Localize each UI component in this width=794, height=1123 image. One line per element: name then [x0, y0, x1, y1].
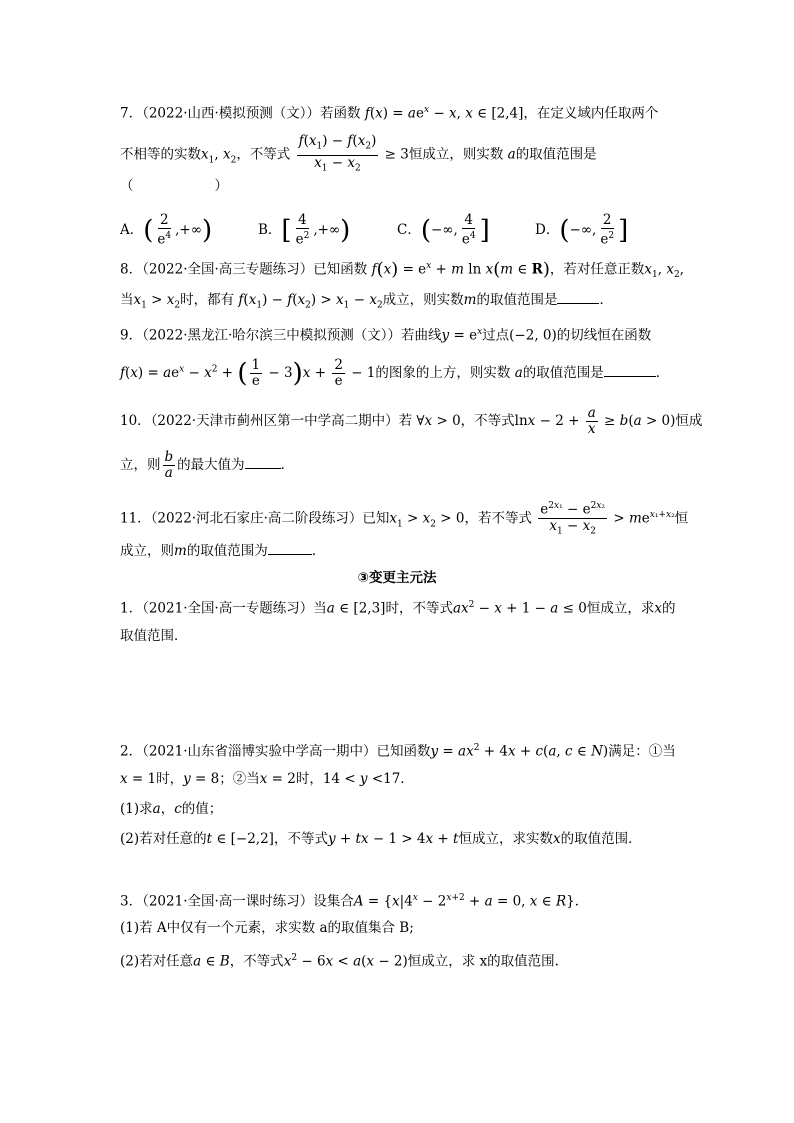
q11-line1: 11．（2022·河北石家庄·高二阶段练习）已知$x_1 > x_2 > 0$，若不等式 $\frac{e^{2x_1} - e^{2x_2}}{x_1 - x_2}$ > $me^{x_1+x_2}$恒	[120, 501, 689, 537]
p2-sub1: (1)求a，c的值；	[120, 801, 223, 817]
q7-option-d[interactable]: D．(−∞, $\frac{2}{e^2}$ ]	[535, 212, 629, 248]
q10-line1: 10．（2022·天津市蓟州区第一中学高二期中）若 ∀x > 0，不等式lnx − 2 + $\frac{a}{x}$ ≥ b(a > 0)恒成	[120, 405, 703, 437]
q9-line1: 9．（2022·黑龙江·哈尔滨三中模拟预测（文））若曲线$y = e^x$过点(−2, 0)的切线恒在函数	[120, 327, 652, 344]
q10-line2: 立，则 $\frac{b}{a}$ 的最大值为 ．	[120, 449, 295, 481]
p1-line2: 取值范围．	[120, 628, 188, 644]
q7-line1: 7．（2022·山西·模拟预测（文））若函数 $f(x) = ae^x - x$, x ∈ [2,4]，在定义域内任取两个	[120, 105, 659, 122]
section-title: ③变更主元法	[357, 570, 437, 586]
q9-line2: $f(x) = ae^x - x^2$ + ( $\frac{1}{e}$ − 3)x + $\frac{2}{e}$ − 1的图象的上方，则实数 a的取值范围是 ．	[120, 357, 670, 389]
p1-line1: 1．（2021·全国·高一专题练习）当a ∈ [2,3]时，不等式$ax^2 - x + 1 - a \le 0$恒成立，求x的	[120, 600, 676, 617]
q7-option-b[interactable]: B．[ $\frac{4}{e^2}$ ,+∞)	[258, 212, 351, 248]
p3-line1: 3．（2021·全国·高一课时练习）设集合$A = \{x|4^x - 2^{x+2} + a = 0$, x ∈ R}．	[120, 893, 589, 910]
q7-line2: 不相等的实数$x_1$, $x_2$，不等式 $\frac{f(x_1) - f(x_2)}{x_1 - x_2}$ ≥ 3恒成立，则实数 a的取值范围是	[120, 133, 597, 174]
q7-answer-paren: （ ）	[120, 178, 228, 194]
p3-sub2: (2)若对任意a ∈ B，不等式$x^2 - 6x < a(x - 2)$恒成立，求 x的取值范围.	[120, 953, 559, 970]
q7-option-c[interactable]: C．(−∞, $\frac{4}{e^4}$ ]	[397, 212, 490, 248]
q9-answer-blank[interactable]	[604, 362, 656, 377]
p3-sub1: (1)若 A中仅有一个元素，求实数 a的取值集合 B;	[120, 920, 414, 936]
p2-sub2: (2)若对任意的t ∈ [−2,2]，不等式y + tx − 1 > 4x + t恒成立，求实数x的取值范围．	[120, 831, 642, 847]
q8-line1: 8．（2022·全国·高三专题练习）已知函数 $f(x) = e^x + m$ ln x(m ∈ R)，若对任意正数$x_1$, $x_2$,	[120, 259, 684, 281]
q7-option-a[interactable]: A．( $\frac{2}{e^4}$ ,+∞)	[120, 212, 213, 248]
q10-answer-blank[interactable]	[245, 454, 281, 469]
q11-line2: 成立，则m的取值范围为 ．	[120, 540, 325, 561]
p2-line2: x = 1时，y = 8；②当x = 2时，14 < y <17．	[120, 771, 414, 787]
q8-answer-blank[interactable]	[557, 289, 599, 304]
q8-line2: 当$x_1 > x_2$时，都有 $f(x_1) - f(x_2) > x_1 - x_2$成立，则实数m的取值范围是 ．	[120, 289, 613, 316]
q11-answer-blank[interactable]	[268, 540, 312, 555]
p2-line1: 2．（2021·山东省淄博实验中学高一期中）已知函数$y = ax^2 + 4x + c(a$, c ∈ N)满足：①当	[120, 743, 676, 760]
